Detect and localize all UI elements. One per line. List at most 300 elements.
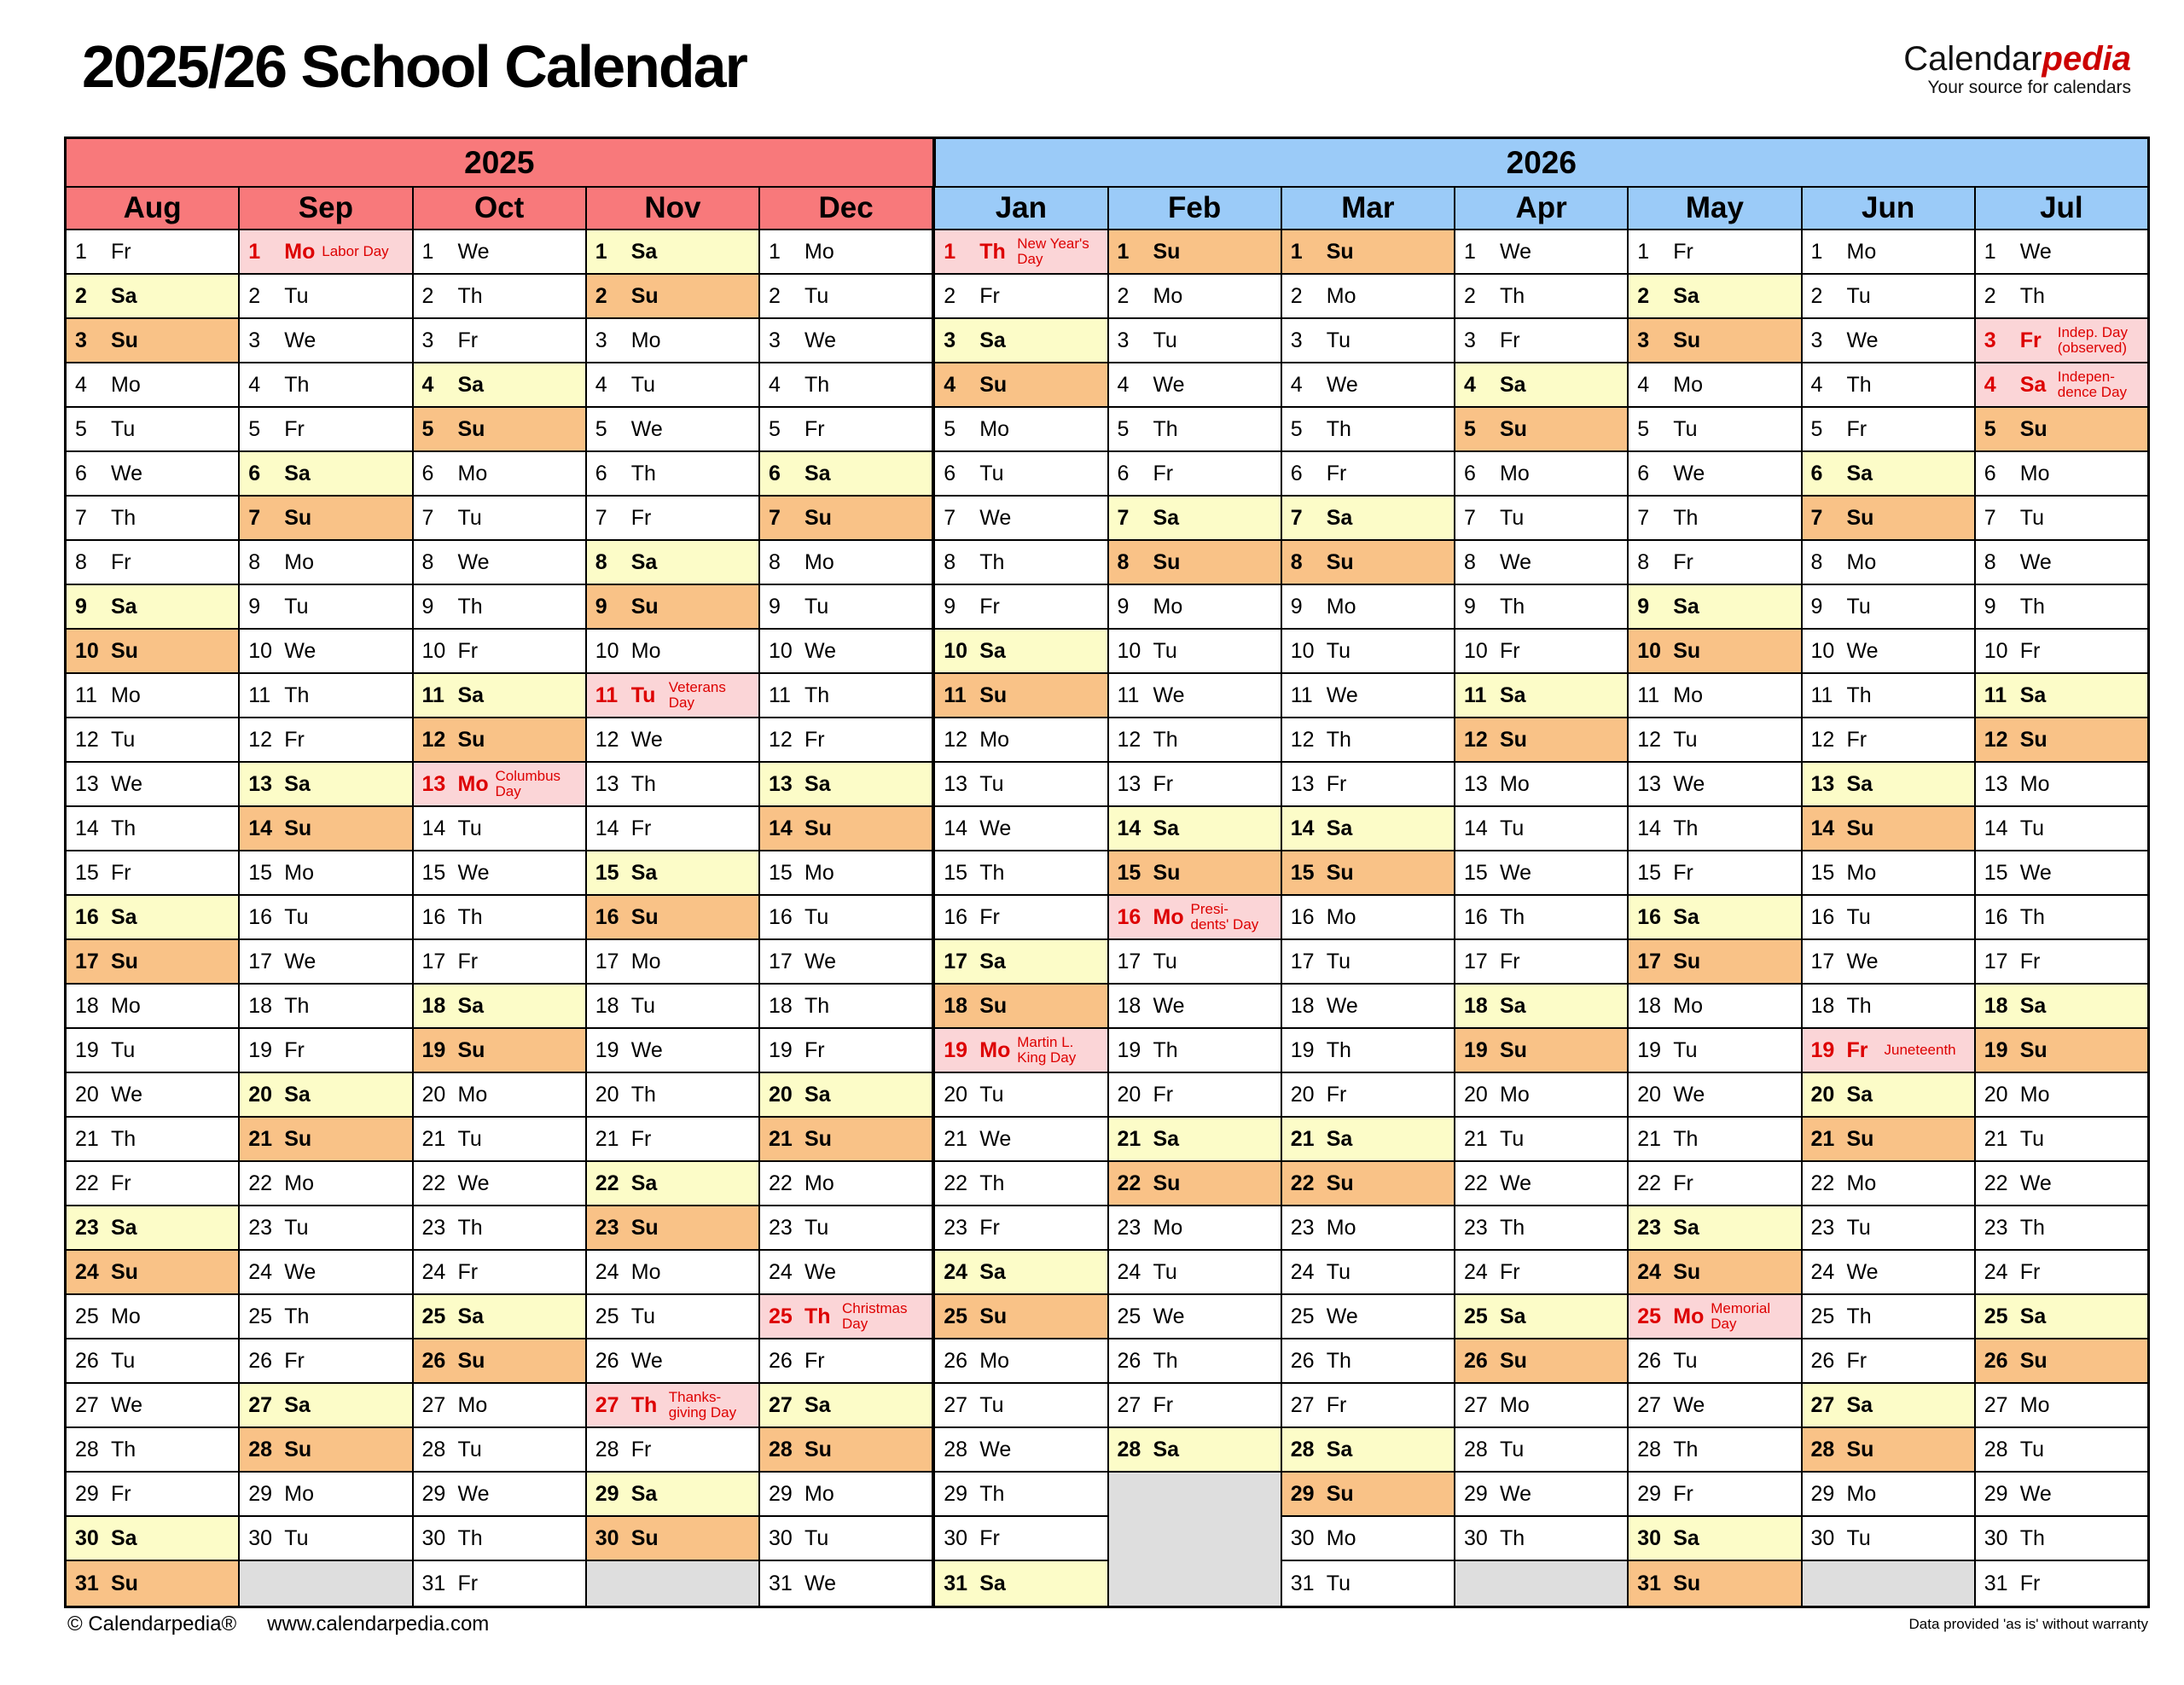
day-cell-apr-29 [1455,1473,1627,1517]
day-number: 13 [1637,771,1662,796]
day-number: 21 [769,1126,793,1151]
day-number: 22 [421,1171,446,1195]
weekday-abbrev: We [111,1392,143,1417]
day-number: 1 [595,239,607,264]
day-cell-sep-26 [240,1339,411,1384]
weekday-abbrev: Fr [2019,328,2042,352]
day-number: 29 [1810,1481,1835,1506]
footer-url: www.calendarpedia.com [267,1612,490,1636]
day-number: 15 [1117,860,1141,885]
weekday-abbrev: Th [979,860,1005,885]
day-number: 17 [1637,949,1662,973]
weekday-abbrev: Fr [284,1037,305,1062]
day-cell-dec-26 [760,1339,932,1384]
day-cell-dec-29 [760,1473,932,1517]
day-cell-jul-26 [1976,1339,2147,1384]
day-cell-mar-16 [1282,896,1454,940]
day-cell-dec-21 [760,1118,932,1162]
day-number: 18 [1810,993,1835,1018]
day-number: 27 [1117,1392,1141,1417]
day-number: 20 [248,1082,273,1107]
day-cell-nov-15 [587,851,758,896]
weekday-abbrev: We [457,549,490,574]
day-number: 25 [75,1304,99,1328]
weekday-abbrev: Mo [1673,683,1703,707]
day-cell-jun-7 [1803,497,1974,541]
weekday-abbrev: Fr [1153,461,1174,485]
weekday-abbrev: Tu [457,816,482,840]
day-number: 1 [1117,239,1130,264]
day-number: 28 [248,1437,273,1461]
day-number: 8 [1290,549,1303,574]
weekday-abbrev: Fr [979,1525,1000,1550]
weekday-abbrev: Tu [1153,638,1177,663]
weekday-abbrev: Fr [457,949,479,973]
day-cell-feb-15 [1109,851,1281,896]
day-number: 1 [421,239,434,264]
weekday-abbrev: We [2019,239,2052,264]
month-column-mar [1281,230,1454,1606]
day-cell-aug-24 [67,1251,238,1295]
day-cell-nov-1 [587,230,758,275]
day-cell-jun-22 [1803,1162,1974,1206]
weekday-abbrev: Th [1500,1525,1525,1550]
day-cell-oct-23 [414,1206,585,1251]
day-number: 11 [944,683,967,707]
day-cell-jun-12 [1803,718,1974,763]
day-cell-may-10 [1629,630,1800,674]
weekday-abbrev: Fr [284,416,305,441]
day-number: 9 [421,594,434,619]
day-number: 22 [1984,1171,2008,1195]
holiday-label: Memorial Day [1711,1300,1771,1332]
copyright-text: © Calendarpedia® [67,1612,237,1636]
weekday-abbrev: Tu [1326,328,1350,352]
day-number: 24 [421,1259,446,1284]
weekday-abbrev: Tu [1846,283,1871,308]
day-cell-apr-22 [1455,1162,1627,1206]
day-cell-sep-7 [240,497,411,541]
weekday-abbrev: Fr [284,727,305,752]
weekday-abbrev: Sa [804,771,831,796]
weekday-abbrev: Mo [1153,594,1183,619]
weekday-abbrev: Th [1673,1126,1699,1151]
day-cell-jul-13 [1976,763,2147,807]
weekday-abbrev: Su [1846,1126,1874,1151]
weekday-abbrev: Th [1846,993,1872,1018]
day-cell-apr-5 [1455,408,1627,452]
day-cell-apr-26 [1455,1339,1627,1384]
weekday-abbrev: Th [457,283,483,308]
weekday-abbrev: Tu [1153,949,1177,973]
day-number: 14 [75,816,99,840]
day-number: 18 [769,993,793,1018]
holiday-label: Thanks- giving Day [668,1389,737,1421]
day-cell-may-6 [1629,452,1800,497]
day-cell-apr-9 [1455,585,1627,630]
weekday-abbrev: We [284,638,317,663]
day-number: 9 [75,594,87,619]
day-number: 20 [1117,1082,1141,1107]
day-number: 16 [75,904,99,929]
weekday-abbrev: Th [284,683,310,707]
day-number: 19 [248,1037,273,1062]
weekday-abbrev: Mo [457,771,489,796]
weekday-abbrev: We [630,1037,663,1062]
weekday-abbrev: Sa [804,1392,831,1417]
day-cell-jan-30 [935,1517,1107,1561]
day-cell-dec-14 [760,807,932,851]
day-cell-oct-9 [414,585,585,630]
day-cell-oct-27 [414,1384,585,1428]
day-cell-feb-7 [1109,497,1281,541]
day-cell-jul-11 [1976,674,2147,718]
day-number: 10 [1984,638,2008,663]
day-cell-dec-16 [760,896,932,940]
day-number: 12 [248,727,273,752]
weekday-abbrev: Mo [1326,1525,1356,1550]
day-number: 11 [1290,683,1313,707]
weekday-abbrev: Sa [979,1571,1006,1595]
day-cell-mar-13 [1282,763,1454,807]
day-number: 15 [769,860,793,885]
logo-tagline: Your source for calendars [1927,78,2131,97]
day-cell-jul-10 [1976,630,2147,674]
day-number: 21 [1117,1126,1141,1151]
weekday-abbrev: Mo [804,1171,834,1195]
day-number: 20 [1810,1082,1835,1107]
day-number: 19 [1290,1037,1315,1062]
weekday-abbrev: Th [2019,1525,2045,1550]
weekday-abbrev: Sa [1846,771,1873,796]
day-cell-jan-16 [935,896,1107,940]
month-column-oct [412,230,585,1606]
day-number: 1 [248,239,261,264]
empty-cell-nov [587,1561,758,1606]
day-cell-sep-17 [240,940,411,985]
day-cell-may-8 [1629,541,1800,585]
day-cell-mar-14 [1282,807,1454,851]
day-number: 23 [1117,1215,1141,1240]
day-number: 14 [1810,816,1835,840]
day-cell-may-26 [1629,1339,1800,1384]
weekday-abbrev: We [284,1259,317,1284]
day-number: 4 [1464,372,1476,397]
day-number: 21 [1637,1126,1662,1151]
day-number: 16 [248,904,273,929]
day-cell-jul-24 [1976,1251,2147,1295]
day-cell-jul-20 [1976,1073,2147,1118]
day-cell-jul-3 [1976,319,2147,363]
day-cell-jun-9 [1803,585,1974,630]
weekday-abbrev: Fr [630,505,652,530]
weekday-abbrev: Su [630,1525,659,1550]
day-number: 15 [1637,860,1662,885]
weekday-abbrev: Sa [1500,993,1526,1018]
day-number: 21 [944,1126,968,1151]
day-number: 4 [1117,372,1130,397]
weekday-abbrev: Fr [2019,638,2041,663]
weekday-abbrev: Sa [630,549,658,574]
day-number: 28 [1984,1437,2008,1461]
day-number: 28 [1810,1437,1835,1461]
holiday-label: Indepen- dence Day [2057,369,2128,400]
day-cell-jan-23 [935,1206,1107,1251]
day-cell-jun-13 [1803,763,1974,807]
day-cell-nov-28 [587,1428,758,1473]
weekday-abbrev: Su [1846,505,1874,530]
weekday-abbrev: Sa [457,683,485,707]
day-number: 25 [1637,1304,1662,1328]
weekday-abbrev: We [1153,1304,1185,1328]
weekday-abbrev: Tu [1846,1215,1871,1240]
day-number: 10 [421,638,446,663]
day-number: 8 [595,549,607,574]
day-number: 28 [769,1437,793,1461]
day-number: 10 [248,638,273,663]
weekday-abbrev: Fr [1500,638,1520,663]
weekday-abbrev: Th [804,372,830,397]
day-cell-aug-13 [67,763,238,807]
weekday-abbrev: Su [111,1259,138,1284]
weekday-abbrev: We [1153,372,1185,397]
day-cell-may-4 [1629,363,1800,408]
weekday-abbrev: We [630,416,663,441]
day-number: 6 [1117,461,1130,485]
day-number: 5 [769,416,781,441]
day-number: 25 [1810,1304,1835,1328]
day-cell-aug-19 [67,1029,238,1073]
day-number: 29 [1464,1481,1488,1506]
day-number: 23 [75,1215,99,1240]
day-number: 1 [1637,239,1650,264]
day-number: 15 [944,860,968,885]
day-number: 25 [1464,1304,1488,1328]
day-number: 11 [421,683,444,707]
day-number: 14 [1984,816,2008,840]
weekday-abbrev: We [1673,1392,1705,1417]
weekday-abbrev: Su [1673,328,1701,352]
weekday-abbrev: Tu [1326,1571,1350,1595]
day-number: 21 [1464,1126,1488,1151]
day-number: 8 [1984,549,1996,574]
day-number: 22 [1290,1171,1315,1195]
day-cell-sep-12 [240,718,411,763]
day-number: 6 [248,461,261,485]
day-cell-apr-13 [1455,763,1627,807]
day-cell-nov-6 [587,452,758,497]
day-cell-dec-27 [760,1384,932,1428]
weekday-abbrev: Mo [284,860,314,885]
weekday-abbrev: Th [1153,416,1178,441]
day-number: 16 [1290,904,1315,929]
day-number: 7 [1637,505,1650,530]
day-cell-jul-23 [1976,1206,2147,1251]
day-number: 7 [944,505,956,530]
day-number: 14 [1464,816,1488,840]
day-number: 29 [1984,1481,2008,1506]
day-cell-jan-1 [935,230,1107,275]
weekday-abbrev: Mo [284,1171,314,1195]
day-number: 13 [769,771,793,796]
day-number: 23 [1984,1215,2008,1240]
day-cell-nov-23 [587,1206,758,1251]
calendarpedia-logo [1903,41,2131,97]
day-number: 24 [595,1259,619,1284]
day-cell-mar-24 [1282,1251,1454,1295]
weekday-abbrev: Mo [2019,1082,2050,1107]
day-number: 20 [1464,1082,1488,1107]
day-cell-sep-27 [240,1384,411,1428]
day-number: 10 [1464,638,1488,663]
day-number: 16 [1464,904,1488,929]
day-cell-feb-6 [1109,452,1281,497]
weekday-abbrev: We [111,771,143,796]
weekday-abbrev: Th [1673,816,1699,840]
day-cell-dec-4 [760,363,932,408]
day-cell-may-19 [1629,1029,1800,1073]
weekday-abbrev: Sa [111,1215,137,1240]
weekday-abbrev: Sa [2019,993,2047,1018]
day-cell-apr-8 [1455,541,1627,585]
month-column-jul [1974,230,2147,1606]
day-number: 8 [769,549,781,574]
weekday-abbrev: We [1500,1171,1532,1195]
day-cell-nov-14 [587,807,758,851]
day-number: 1 [1810,239,1823,264]
day-cell-may-7 [1629,497,1800,541]
day-number: 18 [75,993,99,1018]
day-cell-dec-11 [760,674,932,718]
day-cell-may-22 [1629,1162,1800,1206]
day-number: 21 [1290,1126,1315,1151]
weekday-abbrev: Mo [979,1037,1011,1062]
day-cell-jun-4 [1803,363,1974,408]
weekday-abbrev: Sa [1153,1126,1180,1151]
day-number: 28 [1637,1437,1662,1461]
weekday-abbrev: Th [284,372,310,397]
day-number: 9 [769,594,781,619]
day-number: 3 [595,328,607,352]
day-cell-mar-15 [1282,851,1454,896]
weekday-abbrev: We [1846,1259,1879,1284]
weekday-abbrev: Su [630,904,659,929]
day-number: 30 [595,1525,619,1550]
day-cell-dec-1 [760,230,932,275]
holiday-label: Veterans Day [668,679,726,711]
day-cell-may-5 [1629,408,1800,452]
weekday-abbrev: Su [284,816,312,840]
day-cell-jun-3 [1803,319,1974,363]
day-cell-mar-10 [1282,630,1454,674]
day-number: 26 [595,1348,619,1373]
weekday-abbrev: Fr [804,1348,825,1373]
weekday-abbrev: Fr [804,727,825,752]
day-number: 18 [1117,993,1141,1018]
day-cell-sep-18 [240,985,411,1029]
day-number: 12 [769,727,793,752]
day-cell-apr-12 [1455,718,1627,763]
weekday-abbrev: Sa [457,372,485,397]
empty-cell-feb [1109,1473,1281,1606]
day-number: 8 [1464,549,1476,574]
day-number: 22 [944,1171,968,1195]
weekday-abbrev: Sa [804,1082,831,1107]
weekday-abbrev: Sa [1846,1082,1873,1107]
day-number: 17 [944,949,968,973]
day-number: 6 [1637,461,1650,485]
day-number: 23 [1290,1215,1315,1240]
weekday-abbrev: Sa [1326,816,1353,840]
day-cell-jan-29 [935,1473,1107,1517]
weekday-abbrev: Fr [1153,1082,1174,1107]
day-number: 16 [1117,904,1141,929]
day-cell-jan-26 [935,1339,1107,1384]
logo-text-black: Calendar [1903,40,2042,78]
weekday-abbrev: Fr [111,1171,131,1195]
day-number: 25 [1117,1304,1141,1328]
day-number: 22 [1117,1171,1141,1195]
weekday-abbrev: Su [1326,549,1354,574]
day-number: 24 [1984,1259,2008,1284]
weekday-abbrev: Th [1153,1037,1178,1062]
day-cell-jan-12 [935,718,1107,763]
calendar-table [64,137,2150,1608]
day-cell-oct-14 [414,807,585,851]
weekday-abbrev: Mo [1500,771,1530,796]
day-number: 25 [421,1304,446,1328]
day-cell-jul-2 [1976,275,2147,319]
day-number: 28 [421,1437,446,1461]
weekday-abbrev: Tu [979,1082,1004,1107]
day-cell-nov-17 [587,940,758,985]
day-cell-apr-30 [1455,1517,1627,1561]
day-number: 27 [248,1392,273,1417]
weekday-abbrev: Su [2019,727,2048,752]
weekday-abbrev: Sa [111,904,137,929]
day-number: 3 [75,328,87,352]
day-number: 13 [1117,771,1141,796]
day-number: 15 [248,860,273,885]
weekday-abbrev: Th [804,993,830,1018]
day-number: 26 [421,1348,446,1373]
day-number: 14 [1290,816,1315,840]
day-number: 17 [1290,949,1315,973]
day-cell-jun-27 [1803,1384,1974,1428]
day-number: 2 [1464,283,1476,308]
day-cell-jun-24 [1803,1251,1974,1295]
empty-cell-apr [1455,1561,1627,1606]
weekday-abbrev: Su [1326,239,1354,264]
day-number: 1 [1290,239,1303,264]
day-number: 18 [1290,993,1315,1018]
weekday-abbrev: Su [630,594,659,619]
weekday-abbrev: Sa [979,328,1006,352]
day-cell-jun-11 [1803,674,1974,718]
weekday-abbrev: Tu [1500,1126,1525,1151]
day-cell-oct-5 [414,408,585,452]
day-number: 4 [75,372,87,397]
day-number: 5 [248,416,261,441]
day-number: 15 [1810,860,1835,885]
weekday-abbrev: Fr [1326,1082,1347,1107]
day-number: 1 [75,239,87,264]
weekday-abbrev: Sa [111,283,137,308]
day-cell-oct-20 [414,1073,585,1118]
day-number: 23 [421,1215,446,1240]
day-number: 5 [1464,416,1476,441]
weekday-abbrev: We [457,1481,490,1506]
